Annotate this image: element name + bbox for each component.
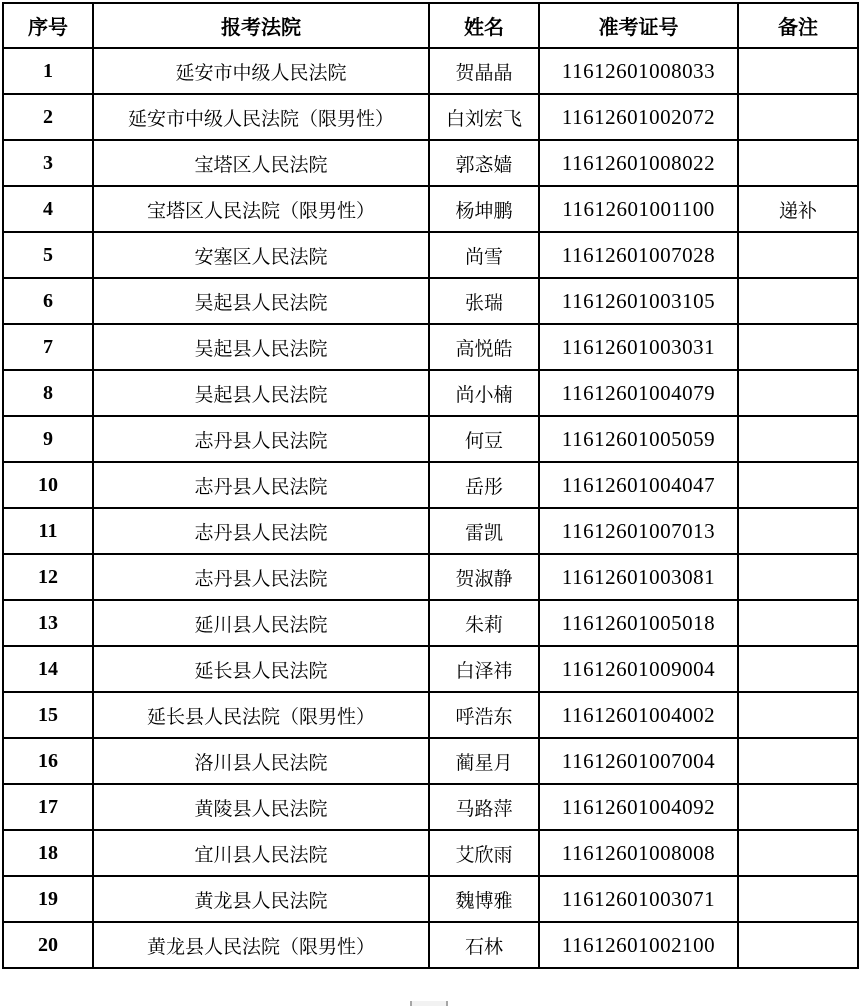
cell-ticket: 11612601009004 xyxy=(539,646,738,692)
cell-court: 延川县人民法院 xyxy=(93,600,429,646)
table-row xyxy=(3,48,858,94)
cell-name: 郭忞嫱 xyxy=(429,140,539,186)
table-row xyxy=(3,738,858,784)
cell-court: 洛川县人民法院 xyxy=(93,738,429,784)
cell-name: 贺淑静 xyxy=(429,554,539,600)
cell-court: 延安市中级人民法院（限男性） xyxy=(93,94,429,140)
cell-remark xyxy=(738,278,858,324)
cell-name: 尚小楠 xyxy=(429,370,539,416)
horizontal-scrollbar-thumb[interactable] xyxy=(410,1001,448,1006)
cell-remark xyxy=(738,600,858,646)
cell-court: 黄龙县人民法院 xyxy=(93,876,429,922)
cell-name: 魏博雅 xyxy=(429,876,539,922)
cell-ticket: 11612601007013 xyxy=(539,508,738,554)
cell-remark xyxy=(738,922,858,968)
column-header-name: 姓名 xyxy=(429,3,539,48)
cell-name: 蔺星月 xyxy=(429,738,539,784)
cell-seq: 1 xyxy=(3,48,93,94)
cell-court: 宜川县人民法院 xyxy=(93,830,429,876)
cell-remark xyxy=(738,508,858,554)
cell-ticket: 11612601001100 xyxy=(539,186,738,232)
cell-court: 志丹县人民法院 xyxy=(93,416,429,462)
column-header-court: 报考法院 xyxy=(93,3,429,48)
cell-name: 张瑞 xyxy=(429,278,539,324)
cell-seq: 10 xyxy=(3,462,93,508)
cell-name: 艾欣雨 xyxy=(429,830,539,876)
cell-name: 马路萍 xyxy=(429,784,539,830)
cell-court: 安塞区人民法院 xyxy=(93,232,429,278)
cell-remark xyxy=(738,784,858,830)
cell-ticket: 11612601003031 xyxy=(539,324,738,370)
cell-court: 黄龙县人民法院（限男性） xyxy=(93,922,429,968)
cell-seq: 8 xyxy=(3,370,93,416)
cell-seq: 13 xyxy=(3,600,93,646)
column-header-remark: 备注 xyxy=(738,3,858,48)
cell-seq: 6 xyxy=(3,278,93,324)
cell-court: 志丹县人民法院 xyxy=(93,554,429,600)
cell-court: 吴起县人民法院 xyxy=(93,324,429,370)
table-row xyxy=(3,324,858,370)
cell-remark xyxy=(738,462,858,508)
header-row xyxy=(3,3,858,48)
cell-name: 呼浩东 xyxy=(429,692,539,738)
table-row xyxy=(3,830,858,876)
cell-court: 志丹县人民法院 xyxy=(93,508,429,554)
table-row xyxy=(3,692,858,738)
cell-remark xyxy=(738,140,858,186)
column-header-ticket: 准考证号 xyxy=(539,3,738,48)
cell-seq: 20 xyxy=(3,922,93,968)
cell-remark xyxy=(738,876,858,922)
cell-seq: 7 xyxy=(3,324,93,370)
cell-name: 白泽祎 xyxy=(429,646,539,692)
table-body xyxy=(3,48,858,968)
cell-court: 宝塔区人民法院 xyxy=(93,140,429,186)
cell-court: 延安市中级人民法院 xyxy=(93,48,429,94)
cell-seq: 12 xyxy=(3,554,93,600)
cell-name: 杨坤鹏 xyxy=(429,186,539,232)
table-row xyxy=(3,646,858,692)
cell-name: 白刘宏飞 xyxy=(429,94,539,140)
cell-ticket: 11612601007028 xyxy=(539,232,738,278)
table-row xyxy=(3,922,858,968)
table-row xyxy=(3,876,858,922)
cell-remark: 递补 xyxy=(738,186,858,232)
cell-ticket: 11612601007004 xyxy=(539,738,738,784)
table-row xyxy=(3,600,858,646)
cell-ticket: 11612601004092 xyxy=(539,784,738,830)
table-row xyxy=(3,554,858,600)
cell-remark xyxy=(738,48,858,94)
cell-ticket: 11612601003081 xyxy=(539,554,738,600)
cell-ticket: 11612601008033 xyxy=(539,48,738,94)
cell-seq: 9 xyxy=(3,416,93,462)
cell-ticket: 11612601008022 xyxy=(539,140,738,186)
table-row xyxy=(3,416,858,462)
cell-seq: 4 xyxy=(3,186,93,232)
table-header xyxy=(3,3,858,48)
cell-ticket: 11612601004079 xyxy=(539,370,738,416)
cell-remark xyxy=(738,94,858,140)
cell-ticket: 11612601005059 xyxy=(539,416,738,462)
column-header-seq: 序号 xyxy=(3,3,93,48)
cell-court: 志丹县人民法院 xyxy=(93,462,429,508)
table-row xyxy=(3,278,858,324)
table-row xyxy=(3,508,858,554)
cell-court: 吴起县人民法院 xyxy=(93,370,429,416)
cell-seq: 2 xyxy=(3,94,93,140)
table-row xyxy=(3,370,858,416)
cell-ticket: 11612601002072 xyxy=(539,94,738,140)
cell-ticket: 11612601003105 xyxy=(539,278,738,324)
cell-remark xyxy=(738,646,858,692)
cell-name: 石林 xyxy=(429,922,539,968)
table-row xyxy=(3,140,858,186)
cell-seq: 14 xyxy=(3,646,93,692)
cell-remark xyxy=(738,232,858,278)
cell-name: 雷凯 xyxy=(429,508,539,554)
cell-remark xyxy=(738,416,858,462)
cell-ticket: 11612601004047 xyxy=(539,462,738,508)
cell-name: 贺晶晶 xyxy=(429,48,539,94)
cell-name: 岳彤 xyxy=(429,462,539,508)
cell-seq: 3 xyxy=(3,140,93,186)
cell-court: 吴起县人民法院 xyxy=(93,278,429,324)
candidates-table xyxy=(2,2,859,969)
cell-court: 宝塔区人民法院（限男性） xyxy=(93,186,429,232)
cell-seq: 19 xyxy=(3,876,93,922)
cell-ticket: 11612601003071 xyxy=(539,876,738,922)
cell-seq: 18 xyxy=(3,830,93,876)
cell-remark xyxy=(738,692,858,738)
cell-name: 尚雪 xyxy=(429,232,539,278)
cell-ticket: 11612601002100 xyxy=(539,922,738,968)
cell-seq: 17 xyxy=(3,784,93,830)
cell-ticket: 11612601008008 xyxy=(539,830,738,876)
cell-remark xyxy=(738,738,858,784)
cell-seq: 15 xyxy=(3,692,93,738)
cell-court: 延长县人民法院 xyxy=(93,646,429,692)
cell-remark xyxy=(738,554,858,600)
cell-name: 高悦皓 xyxy=(429,324,539,370)
table-row xyxy=(3,94,858,140)
table-row xyxy=(3,232,858,278)
table-row xyxy=(3,784,858,830)
cell-ticket: 11612601004002 xyxy=(539,692,738,738)
cell-remark xyxy=(738,370,858,416)
cell-name: 何豆 xyxy=(429,416,539,462)
cell-name: 朱莉 xyxy=(429,600,539,646)
cell-ticket: 11612601005018 xyxy=(539,600,738,646)
cell-seq: 5 xyxy=(3,232,93,278)
cell-remark xyxy=(738,830,858,876)
cell-seq: 11 xyxy=(3,508,93,554)
table-row xyxy=(3,186,858,232)
cell-remark xyxy=(738,324,858,370)
cell-court: 延长县人民法院（限男性） xyxy=(93,692,429,738)
table-row xyxy=(3,462,858,508)
cell-court: 黄陵县人民法院 xyxy=(93,784,429,830)
cell-seq: 16 xyxy=(3,738,93,784)
